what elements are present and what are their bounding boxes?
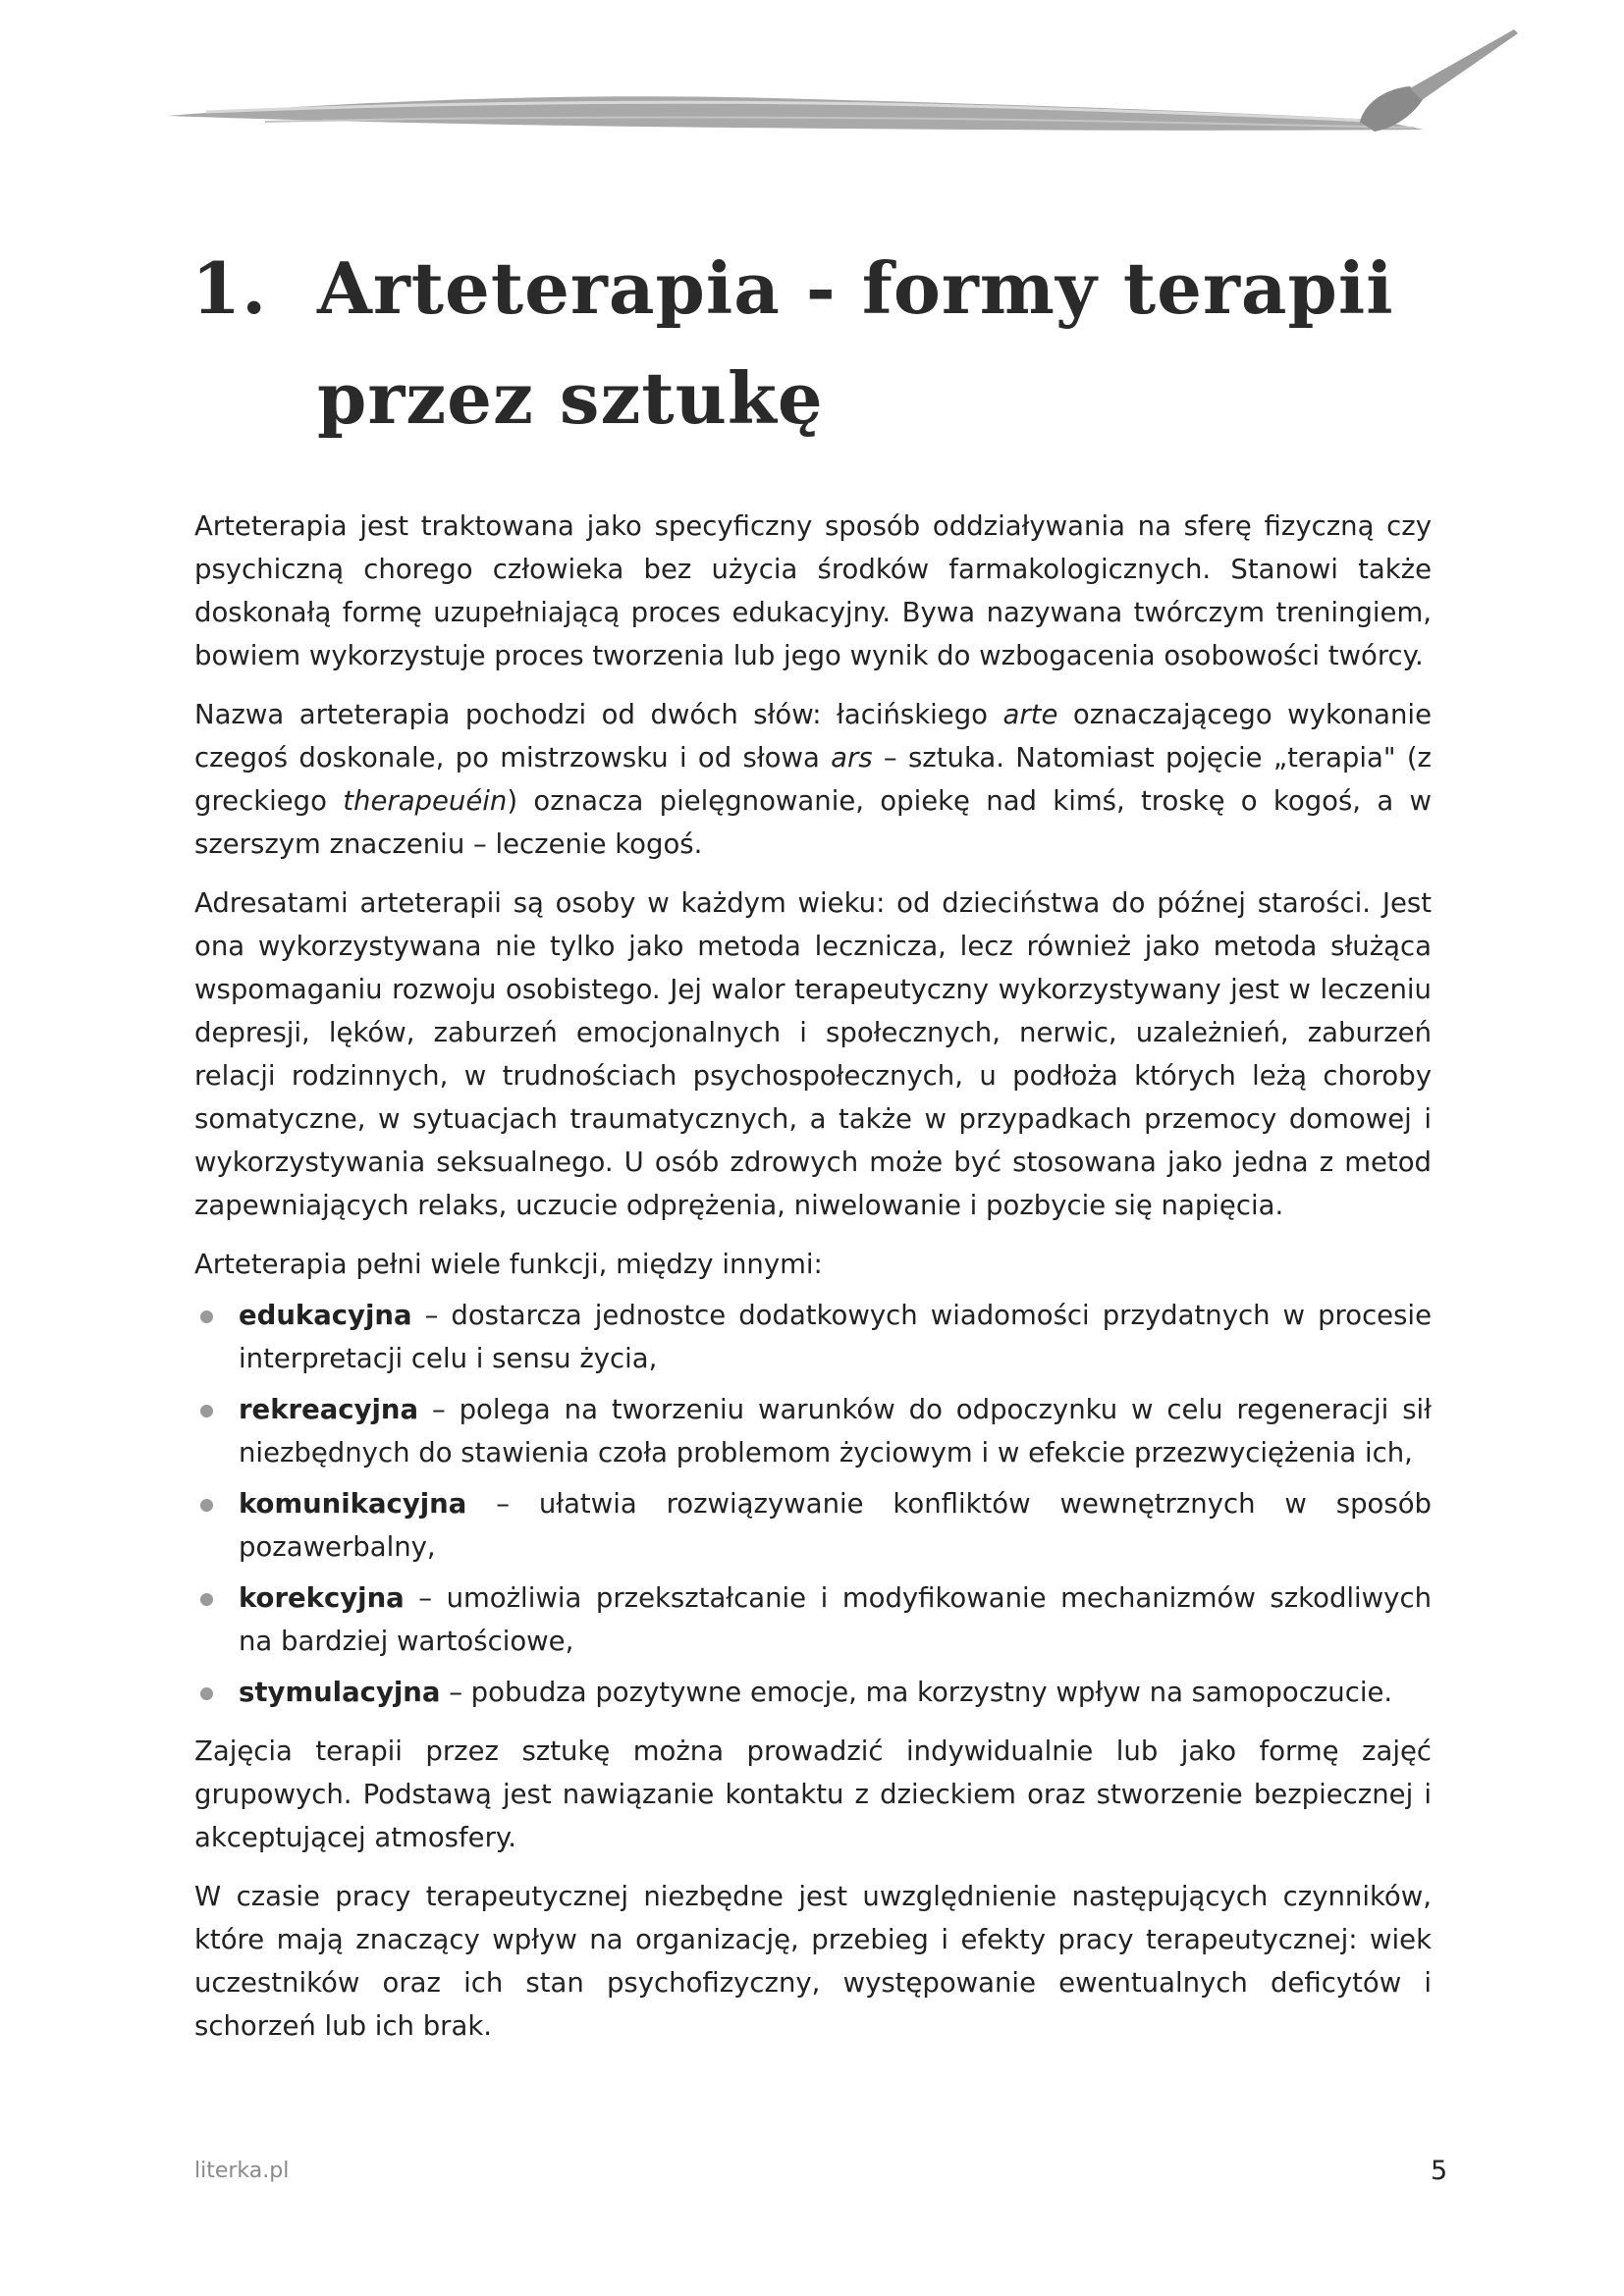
list-item: [194, 1671, 1432, 1714]
footer-site-name: literka.pl: [194, 2159, 290, 2183]
list-item: [194, 1576, 1432, 1663]
bullet-icon: [200, 1405, 213, 1417]
list-item: [194, 1482, 1432, 1569]
function-description: – umożliwia przekształcanie i modyfikowanie mechanizmów szkodliwych na bardziej wartościowe,: [239, 1582, 1432, 1657]
list-item: [194, 1294, 1432, 1380]
list-item: [194, 1388, 1432, 1474]
paintbrush-icon: [147, 20, 1522, 167]
function-description: – pobudza pozytywne emocje, ma korzystny wpływ na samopoczucie.: [440, 1677, 1393, 1708]
term-ars: ars: [831, 742, 873, 774]
paragraph-recipients: Adresatami arteterapii są osoby w każdym wieku: od dzieciństwa do późnej starości. Jest ona wykorzystywana nie tylko jako metoda lecznicza, lecz również jako metoda służąca wspomaganiu rozwoju osobistego. Jej walor terapeutyczny wykorzystywany jest w leczeniu depresji, lęków, zaburzeń emocjonalnych i społecznych, nerwic, uzależnień, zaburzeń relacji rodzinnych, w trudnościach psychospołecznych, u podłoża których leżą choroby somatyczne, w sytuacjach traumatycznych, a także w przypadkach przemocy domowej i wykorzystywania seksualnego. U osób zdrowych może być stosowana jako jedna z metod zapewniających relaks, uczucie odprężenia, niwelowanie i pozbycie się napięcia.: [194, 887, 1432, 1221]
term-therapeuein: therapeuéin: [343, 785, 508, 817]
function-term: korekcyjna: [239, 1582, 405, 1614]
function-description: – ułatwia rozwiązywanie konfliktów wewnętrznych w sposób pozawerbalny,: [239, 1488, 1432, 1563]
brush-handle: [1410, 29, 1518, 100]
function-term: komunikacyjna: [239, 1488, 467, 1520]
function-description: – polega na tworzeniu warunków do odpoczynku w celu regeneracji sił niezbędnych do stawienia czoła problemom życiowym i w efekcie przezwyciężenia ich,: [239, 1394, 1432, 1468]
paragraph-etymology: [194, 693, 1432, 866]
chapter-title-line2: przez sztukę: [317, 356, 824, 440]
paragraph-group-work: Zajęcia terapii przez sztukę można prowadzić indywidualnie lub jako formę zajęć grupowych. Podstawą jest nawiązanie kontaktu z dzieckiem oraz stworzenie bezpiecznej i akceptującej atmosfery.: [194, 1735, 1432, 1853]
etymology-text: Nazwa arteterapia pochodzi od dwóch słów: łacińskiego: [194, 699, 1003, 730]
bullet-icon: [200, 1310, 213, 1323]
paragraph-factors: W czasie pracy terapeutycznej niezbędne jest uwzględnienie następujących czynników, które mają znaczący wpływ na organizację, przebieg i efekty pracy terapeutycznej: wiek uczestników oraz ich stan psychofizyczny, występowanie ewentualnych deficytów i schorzeń lub ich brak.: [194, 1881, 1432, 2042]
main-content: [194, 505, 1432, 2063]
chapter-number: 1.: [191, 246, 268, 330]
functions-list: [194, 1294, 1432, 1714]
paragraph-functions-intro: Arteterapia pełni wiele funkcji, między innymi:: [194, 1249, 823, 1280]
bullet-icon: [200, 1687, 213, 1700]
function-term: edukacyjna: [239, 1300, 412, 1331]
chapter-title-line1: Arteterapia - formy terapii: [317, 246, 1394, 330]
chapter-title: [317, 234, 1495, 454]
term-arte: arte: [1002, 699, 1058, 730]
etymology-text: – sztuka. Natomiast pojęcie „terapia" (z greckiego: [194, 742, 1432, 817]
bullet-icon: [200, 1499, 213, 1512]
page-number: 5: [1431, 2156, 1448, 2186]
bullet-icon: [200, 1593, 213, 1606]
paragraph-definition: Arteterapia jest traktowana jako specyficzny sposób oddziaływania na sferę fizyczną czy psychiczną chorego człowieka bez użycia środków farmakologicznych. Stanowi także doskonałą formę uzupełniającą proces edukacyjny. Bywa nazywana twórczym treningiem, bowiem wykorzystuje proces tworzenia lub jego wynik do wzbogacenia osobowości twórcy.: [194, 510, 1432, 671]
function-term: rekreacyjna: [239, 1394, 419, 1425]
function-description: – dostarcza jednostce dodatkowych wiadomości przydatnych w procesie interpretacji celu i sensu życia,: [239, 1300, 1432, 1374]
etymology-text: oznaczającego wykonanie czegoś doskonale, po mistrzowsku i od słowa: [194, 699, 1432, 774]
brush-bristles: [1360, 86, 1424, 132]
etymology-text: ) oznacza pielęgnowanie, opiekę nad kimś, troskę o kogoś, a w szerszym znaczeniu – leczenie kogoś.: [194, 785, 1432, 860]
function-term: stymulacyjna: [239, 1677, 441, 1708]
